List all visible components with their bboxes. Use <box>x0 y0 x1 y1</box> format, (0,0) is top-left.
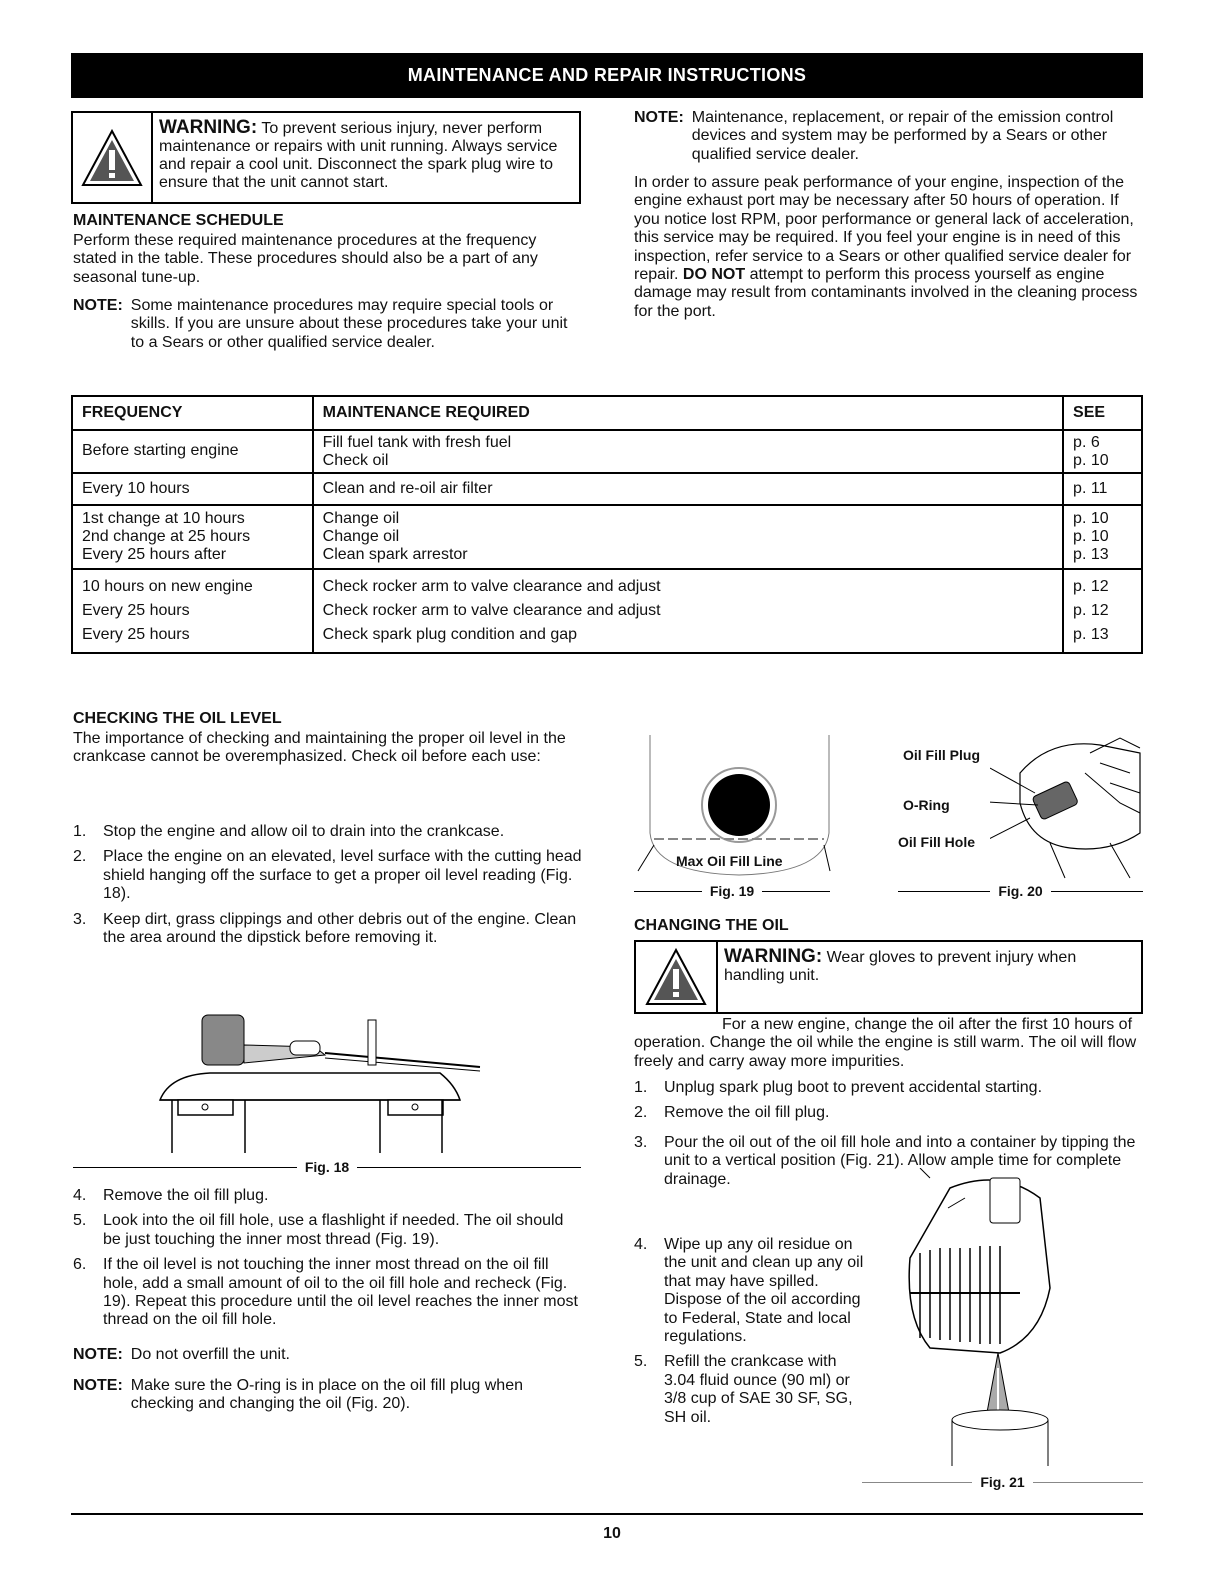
footer-rule <box>71 1513 1143 1515</box>
caption-text: Fig. 21 <box>980 1474 1025 1490</box>
note-text: Some maintenance procedures may require special tools or skills. If you are unsure about these procedures take your unit to a Sears or other qualified service dealer. <box>130 297 568 351</box>
caption-rule <box>1033 1482 1143 1483</box>
schedule-para: Perform these required maintenance procedures at the frequency stated in the table. These procedures should also be a part of any seasonal tune-up. <box>73 232 538 286</box>
col-header: MAINTENANCE REQUIRED <box>313 396 1063 430</box>
emission-para-bold: DO NOT <box>682 265 746 283</box>
cell-frequency: 1st change at 10 hours 2nd change at 25 hours Every 25 hours after <box>72 505 313 569</box>
cell-frequency: Before starting engine <box>72 430 313 473</box>
step-number: 5. <box>73 1212 87 1230</box>
step-number: 5. <box>634 1353 648 1371</box>
list-item <box>73 1256 578 1330</box>
cell-frequency: 10 hours on new engine Every 25 hours Every 25 hours <box>72 569 313 653</box>
oil-level-steps-2 <box>73 1187 578 1337</box>
list-item <box>634 1079 1144 1097</box>
warning-text <box>718 942 1141 1012</box>
step-text: Stop the engine and allow oil to drain into the crankcase. <box>103 823 505 840</box>
cell-see: p. 10 p. 10 p. 13 <box>1063 505 1142 569</box>
step-text: Remove the oil fill plug. <box>664 1104 830 1122</box>
max-oil-fill-line-label: Max Oil Fill Line <box>676 853 783 869</box>
fig21-caption <box>862 1474 1143 1490</box>
emission-para-a: In order to assure peak performance of your engine, inspection of the engine exhaust port may be necessary after 50 hours of operation. If you notice lost RPM, poor performance or general lack of acceleration, this service may be required. If you feel your engine is in need of this inspection, refer service to a Sears or other qualified service dealer for repair. <box>634 174 1134 283</box>
step-number: 4. <box>73 1187 87 1204</box>
note-text: Do not overfill the unit. <box>130 1346 290 1363</box>
step-text: Place the engine on an elevated, level surface with the cutting head shield hanging off the surface to get a proper oil level reading (Fig. 18). <box>103 848 582 903</box>
caption-text: Fig. 18 <box>304 1159 350 1175</box>
step-number: 2. <box>73 848 87 866</box>
step-text: Keep dirt, grass clippings and other debris out of the engine. Clean the area around the dipstick before removing it. <box>103 910 577 946</box>
fig18-trimmer-on-table-illustration <box>150 1005 520 1155</box>
cell-maintenance: Clean and re-oil air filter <box>313 473 1063 505</box>
list-item <box>73 1187 578 1205</box>
emission-para <box>634 174 1139 321</box>
emission-para-b: attempt to perform this process yourself as engine damage may result from contaminants involved in the cleaning process for the port. <box>634 265 1138 320</box>
caption-text: Fig. 19 <box>709 883 755 899</box>
caption-rule <box>1051 891 1143 892</box>
list-item <box>634 1353 869 1427</box>
warning-triangle-icon <box>73 113 153 202</box>
step-text: Look into the oil fill hole, use a flashlight if needed. The oil should be just touching the inner most thread (Fig. 19). <box>103 1212 564 1248</box>
note-label: NOTE: <box>73 1377 123 1394</box>
cell-see: p. 6 p. 10 <box>1063 430 1142 473</box>
caption-rule <box>73 1167 297 1168</box>
page-number: 10 <box>603 1525 621 1542</box>
table-header-row <box>72 396 1142 430</box>
step-number: 1. <box>634 1079 648 1096</box>
table-row <box>72 473 1142 505</box>
warning-triangle-icon <box>636 942 718 1012</box>
note-label: NOTE: <box>73 1346 123 1363</box>
cell-maintenance: Check rocker arm to valve clearance and adjust Check rocker arm to valve clearance and adjust Check spark plug condition and gap <box>313 569 1063 653</box>
caption-rule <box>634 891 702 892</box>
oil-level-heading: CHECKING THE OIL LEVEL <box>73 710 282 727</box>
step-text: Unplug spark plug boot to prevent accidental starting. <box>664 1079 1043 1096</box>
step-number: 1. <box>73 823 87 840</box>
section-banner: MAINTENANCE AND REPAIR INSTRUCTIONS <box>71 53 1143 98</box>
oring-note <box>73 1377 578 1414</box>
oil-level-para: The importance of checking and maintaining the proper oil level in the crankcase cannot be overemphasized. Check oil before each use: <box>73 730 566 766</box>
schedule-note <box>73 297 573 352</box>
warning-text <box>153 113 579 202</box>
step-number: 3. <box>634 1134 648 1151</box>
fig18-caption <box>73 1159 581 1175</box>
step-text: If the oil level is not touching the inner most thread on the oil fill hole, add a small amount of oil to the oil fill hole and recheck (Fig. 19). Repeat this procedure until the oil level reaches the inner most thread on the oil fill hole. <box>103 1256 578 1329</box>
note-label: NOTE: <box>634 109 684 126</box>
note-label: NOTE: <box>73 297 123 314</box>
maintenance-schedule-heading: MAINTENANCE SCHEDULE <box>73 212 284 229</box>
caption-rule <box>762 891 830 892</box>
table-row <box>72 505 1142 569</box>
warning-box <box>71 111 581 204</box>
oil-level-steps-1 <box>73 823 583 954</box>
list-item <box>73 1212 578 1249</box>
oil-fill-plug-label: Oil Fill Plug <box>903 747 980 763</box>
cell-see: p. 11 <box>1063 473 1142 505</box>
fig20-caption <box>898 883 1143 899</box>
note-text: Maintenance, replacement, or repair of the emission control devices and system may be performed by a Sears or other qualified service dealer. <box>691 109 1114 163</box>
warning-body: Wear gloves to prevent injury when handling unit. <box>724 949 1077 985</box>
list-item <box>73 848 583 903</box>
caption-rule <box>898 891 990 892</box>
step-number: 4. <box>634 1236 648 1253</box>
warning-label: WARNING: <box>159 117 258 138</box>
step-number: 3. <box>73 910 87 928</box>
note-text: Make sure the O-ring is in place on the oil fill plug when checking and changing the oil (Fig. 20). <box>130 1377 523 1413</box>
step-number: 2. <box>634 1104 648 1122</box>
warning-box <box>634 940 1143 1014</box>
warning-body: To prevent serious injury, never perform maintenance or repairs with unit running. Always service and repair a cool unit. Disconnect the spark plug wire to ensure that the unit cannot start. <box>159 120 558 192</box>
col-header: SEE <box>1063 396 1142 430</box>
warning-label: WARNING: <box>724 946 823 967</box>
fig21-draining-oil-illustration <box>890 1168 1070 1468</box>
col-header: FREQUENCY <box>72 396 313 430</box>
changing-oil-steps-b <box>634 1236 869 1434</box>
table-row <box>72 430 1142 473</box>
caption-rule <box>357 1167 581 1168</box>
emission-note <box>634 109 1134 164</box>
o-ring-label: O-Ring <box>903 797 950 813</box>
list-item <box>73 823 583 841</box>
changing-oil-para: For a new engine, change the oil after the first 10 hours of operation. Change the oil while the engine is still warm. The oil will flow freely and carry away more impurities. <box>634 1016 1137 1070</box>
cell-maintenance: Change oil Change oil Clean spark arrestor <box>313 505 1063 569</box>
step-text: Pour the oil out of the oil fill hole and into a container by tipping the unit to a vertical position (Fig. 21). Allow ample time for complete drainage. <box>664 1134 1136 1188</box>
oil-fill-hole-label: Oil Fill Hole <box>898 834 976 850</box>
table-row <box>72 569 1142 653</box>
cell-see: p. 12 p. 12 p. 13 <box>1063 569 1142 653</box>
caption-text: Fig. 20 <box>998 883 1043 899</box>
step-text: Refill the crankcase with 3.04 fluid ounce (90 ml) or 3/8 cup of SAE 30 SF, SG, SH oil. <box>664 1353 853 1426</box>
step-text: Wipe up any oil residue on the unit and clean up any oil that may have spilled. Dispose of the oil according to Federal, State and local regulations. <box>664 1236 864 1345</box>
maintenance-table <box>71 395 1143 654</box>
caption-rule <box>862 1482 972 1483</box>
step-text: Remove the oil fill plug. <box>103 1187 269 1204</box>
changing-oil-steps-a <box>634 1079 1144 1130</box>
changing-oil-heading: CHANGING THE OIL <box>634 917 789 934</box>
cell-frequency: Every 10 hours <box>72 473 313 505</box>
list-item <box>634 1104 1144 1122</box>
fig20-oil-fill-plug-illustration <box>990 733 1145 883</box>
overfill-note <box>73 1346 578 1364</box>
step-number: 6. <box>73 1256 87 1274</box>
list-item <box>634 1236 869 1346</box>
cell-maintenance: Fill fuel tank with fresh fuel Check oil <box>313 430 1063 473</box>
list-item <box>73 911 583 948</box>
fig19-caption <box>634 883 830 899</box>
